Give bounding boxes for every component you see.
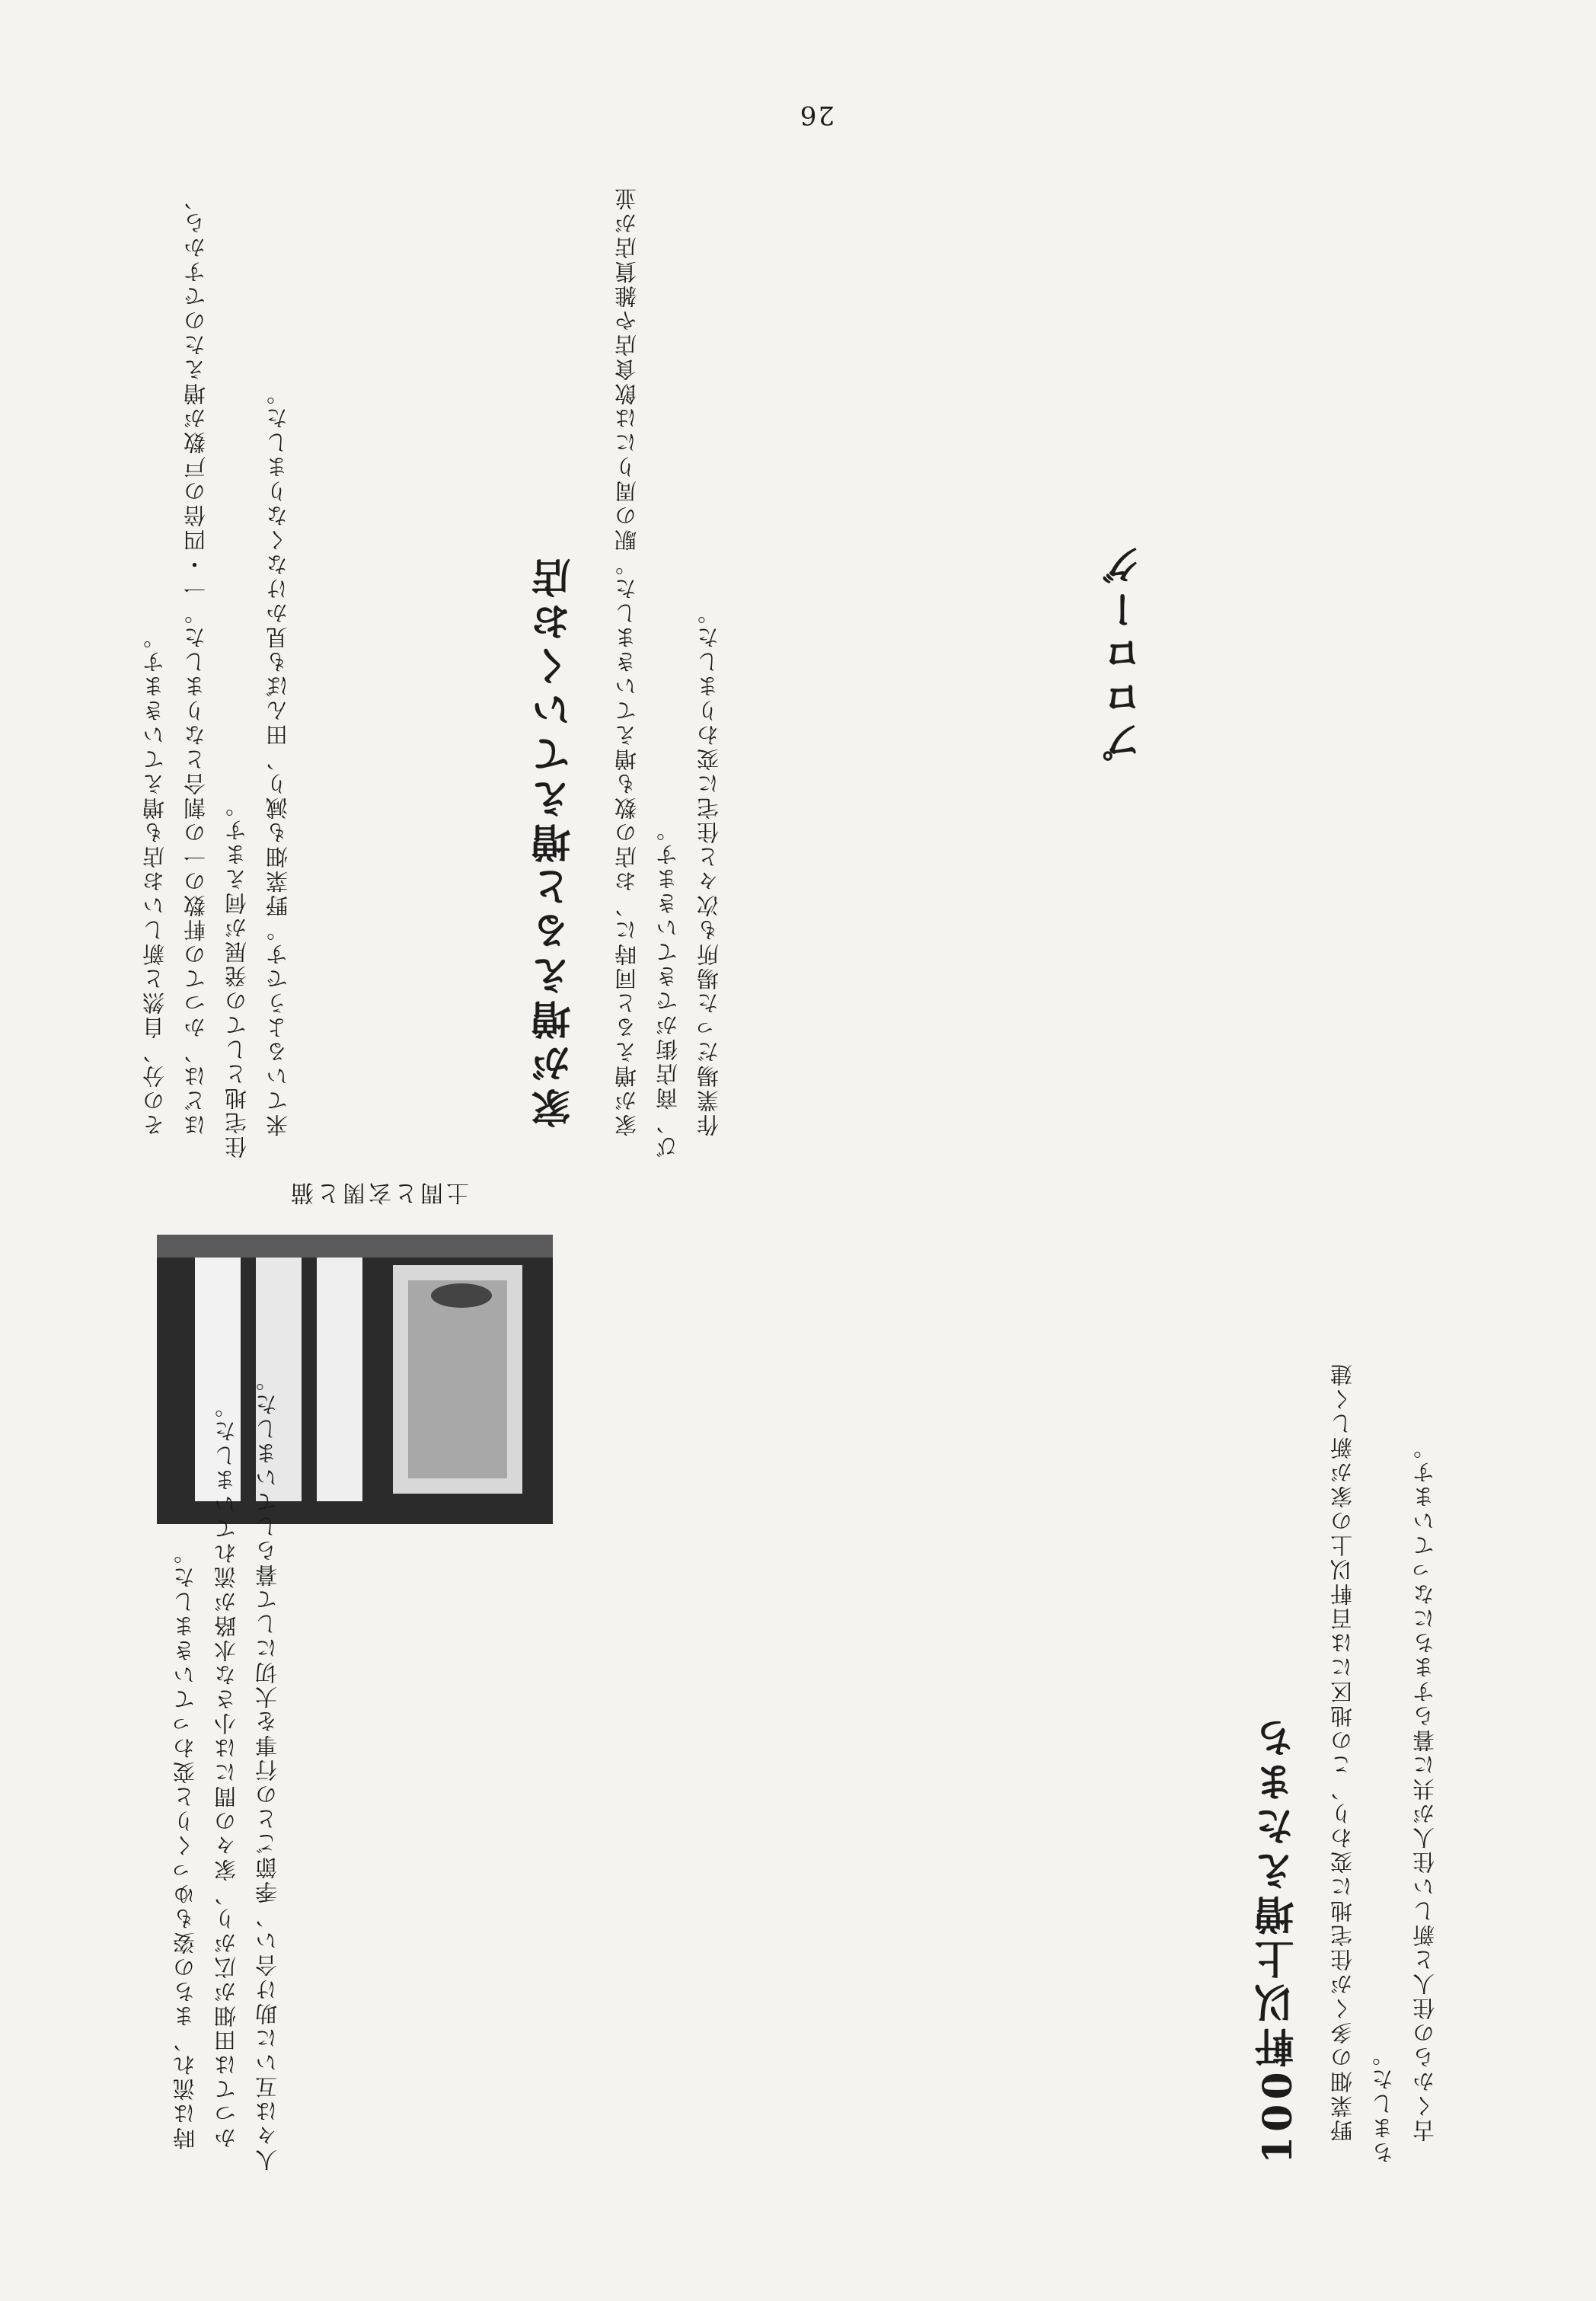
upper-right-text: [134, 168, 492, 1158]
lower-right-text: [164, 1349, 911, 2172]
section-heading: 家が増えると増えていくお店: [531, 554, 578, 1128]
photo-caption: 土間と玄関と猫: [288, 1179, 469, 1206]
paragraph: 作業場だった場所も次々と住宅に変わりました。: [696, 600, 722, 1136]
page-number: 26: [798, 100, 835, 130]
lower-left-text: [1322, 1341, 1459, 2164]
paragraph: その分、自然と新しいお店も増えていきます。: [142, 625, 168, 1136]
section-heading: 100軒以上増えたまち: [1255, 1714, 1301, 2164]
section-heading: プロローグ: [1103, 542, 1149, 762]
paragraph: ほどは、かつての軒数の一の割合となりました。一・四倍の戸数が増えたのですから、住宅地としての発展が伺えます。: [183, 186, 250, 1158]
paragraph: 家が増えると同時に、お店の数も増えていきました。駅の周りには飲食店や雑貨店が並び、商店街ができていきます。: [614, 186, 681, 1158]
paragraph: 野菜畑の多くが住宅地に変わり、この地区には百軒以上の家が新しく建ちました。: [1329, 1362, 1396, 2164]
upper-mid-text: [606, 168, 1002, 1158]
paragraph: 時は流れ、まちの姿もゆっくりと変わっていきました。: [172, 1540, 198, 2149]
paragraph: かつては田畑が広がり、家々の間には小さな水路が流れていました。人々は互いに助け合い、季節ごとの行事を大切にして暮らしていました。: [213, 1367, 280, 2172]
paragraph: 古くからの住人と新しい住人が共に暮らすまちになっています。: [1412, 1435, 1438, 2142]
paragraph: 来ているようです。野菜畑も減り、田んぼも見かけなくなりました。: [265, 381, 291, 1136]
